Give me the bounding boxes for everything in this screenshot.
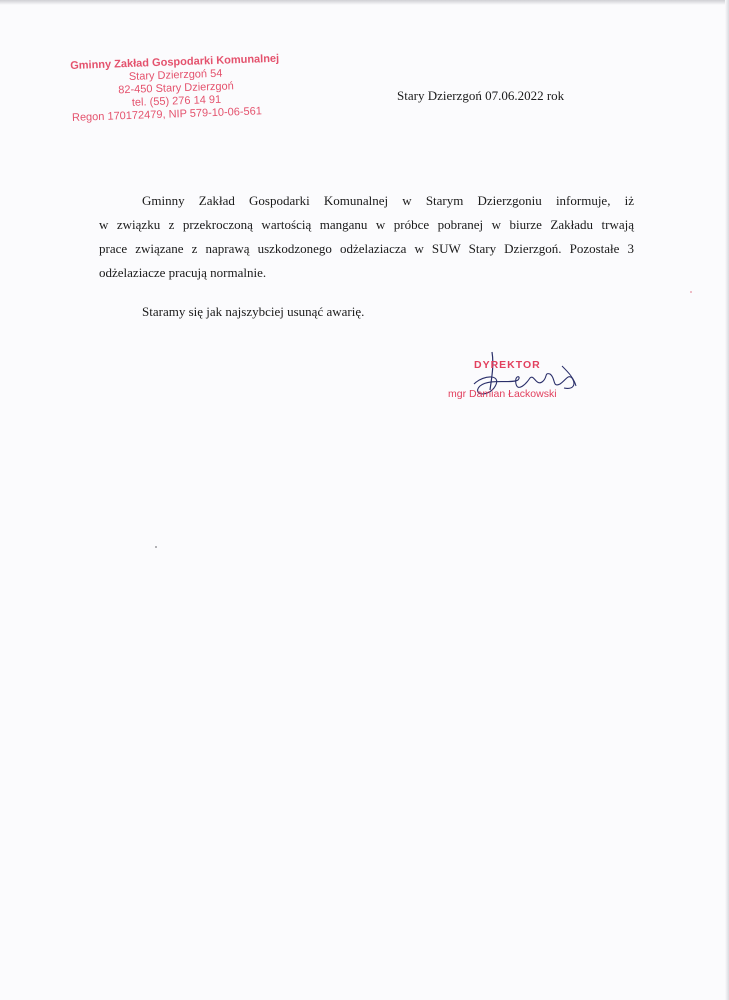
- stamp-regon-nip: Regon 170172479, NIP 579-10-06-561: [71, 105, 263, 124]
- stamp-company-name: Gminny Zakład Gospodarki Komunalnej: [70, 52, 280, 72]
- scan-edge-top: [0, 0, 729, 5]
- scan-edge-right: [725, 0, 729, 1000]
- stamp-address-street: Stary Dzierzgoń 54: [128, 67, 223, 83]
- signature-block: [440, 350, 610, 410]
- scan-speck: [690, 291, 692, 293]
- company-stamp: [70, 53, 282, 125]
- paragraph-1-line-4: odżelaziacze pracują normalnie.: [99, 265, 267, 280]
- stamp-address-city: 82-450 Stary Dzierzgoń: [118, 80, 235, 97]
- paragraph-1-line-3: prace związane z naprawą uszkodzonego odżelaziacza w SUW Stary Dzierzgoń. Pozostałe 3: [99, 241, 634, 256]
- signature-name: mgr Damian Łackowski: [448, 388, 557, 400]
- paragraph-1-line-2: w związku z przekroczoną wartością manganu w próbce pobranej w biurze Zakładu trwają: [99, 217, 634, 232]
- paragraph-1-line-1: Gminny Zakład Gospodarki Komunalnej w Starym Dzierzgoniu informuje, iż: [142, 193, 634, 208]
- letter-body: [99, 189, 634, 324]
- paragraph-2: Staramy się jak najszybciej usunąć awarię.: [142, 304, 365, 319]
- handwritten-signature: [464, 344, 594, 410]
- paragraph-1: [99, 189, 634, 285]
- scan-speck: [155, 546, 157, 548]
- signature-title: DYREKTOR: [474, 359, 541, 371]
- place-and-date: Stary Dzierzgoń 07.06.2022 rok: [397, 88, 565, 103]
- stamp-phone: tel. (55) 276 14 91: [131, 93, 222, 109]
